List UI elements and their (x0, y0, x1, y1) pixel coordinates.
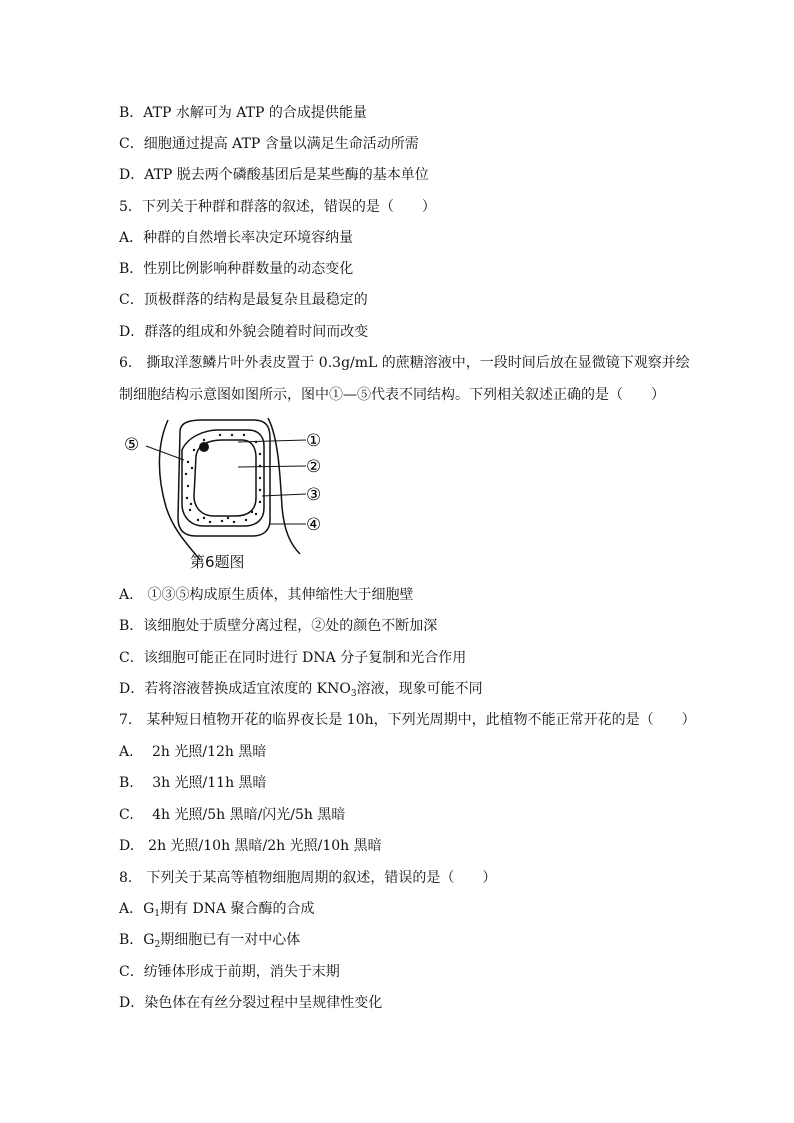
q7-option-b: B. 3h 光照/11h 黑暗 (119, 775, 267, 791)
q7-option-c: C. 4h 光照/5h 黑暗/闪光/5h 黑暗 (119, 807, 346, 823)
q6-option-c: C．该细胞可能正在同时进行 DNA 分子复制和光合作用 (119, 650, 467, 666)
q8-option-d: D．染色体在有丝分裂过程中呈规律性变化 (119, 995, 383, 1011)
q8-option-c: C．纺锤体形成于前期，消失于末期 (119, 964, 340, 980)
q6-option-b: B．该细胞处于质壁分离过程，②处的颜色不断加深 (119, 618, 438, 634)
question-5-stem: 5．下列关于种群和群落的叙述，错误的是（ ） (119, 199, 436, 215)
q6-option-d: D．若将溶液替换成适宜浓度的 $KNO_3$溶液，现象可能不同 (119, 681, 483, 699)
q8-option-b: B．$G_2$期细胞已有一对中心体 (119, 932, 301, 950)
label-1: ① (306, 431, 322, 451)
cell-diagram (118, 412, 338, 572)
option-5-B-prev: B．ATP 水解可为 ATP 的合成提供能量 (119, 105, 367, 121)
cell-structure-svg (118, 412, 338, 572)
q7-option-a: A. 2h 光照/12h 黑暗 (119, 744, 267, 760)
q7-option-d: D. 2h 光照/10h 黑暗/2h 光照/10h 黑暗 (119, 838, 382, 854)
q5-option-b: B．性别比例影响种群数量的动态变化 (119, 261, 354, 277)
question-7-stem: 7. 某种短日植物开花的临界夜长是 10h，下列光周期中，此植物不能正常开花的是（ ） (119, 712, 696, 728)
q8-option-a: A．$G_1$期有 DNA 聚合酶的合成 (119, 901, 315, 919)
q5-option-d: D．群落的组成和外貌会随着时间而改变 (119, 324, 369, 340)
question-6-stem-line1: 6. 撕取洋葱鳞片叶外表皮置于 0.3g/mL 的蔗糖溶液中，一段时间后放在显微镜下观察并绘 (119, 355, 690, 371)
option-D-prev: D．ATP 脱去两个磷酸基团后是某些酶的基本单位 (119, 167, 429, 183)
question-6-stem-line2: 制细胞结构示意图如图所示，图中①—⑤代表不同结构。下列相关叙述正确的是（ ） (119, 387, 665, 403)
label-2: ② (306, 457, 322, 477)
q5-option-c: C．顶极群落的结构是最复杂且最稳定的 (119, 292, 368, 308)
label-5: ⑤ (124, 435, 140, 455)
label-4: ④ (306, 515, 322, 535)
question-8-stem: 8. 下列关于某高等植物细胞周期的叙述，错误的是（ ） (119, 870, 497, 886)
label-3: ③ (306, 485, 322, 505)
q6-option-a: A. ①③⑤构成原生质体，其伸缩性大于细胞壁 (119, 587, 414, 603)
option-C-prev: C．细胞通过提高 ATP 含量以满足生命活动所需 (119, 136, 419, 152)
figure-caption: 第6题图 (190, 553, 245, 571)
q5-option-a: A．种群的自然增长率决定环境容纳量 (119, 230, 354, 246)
